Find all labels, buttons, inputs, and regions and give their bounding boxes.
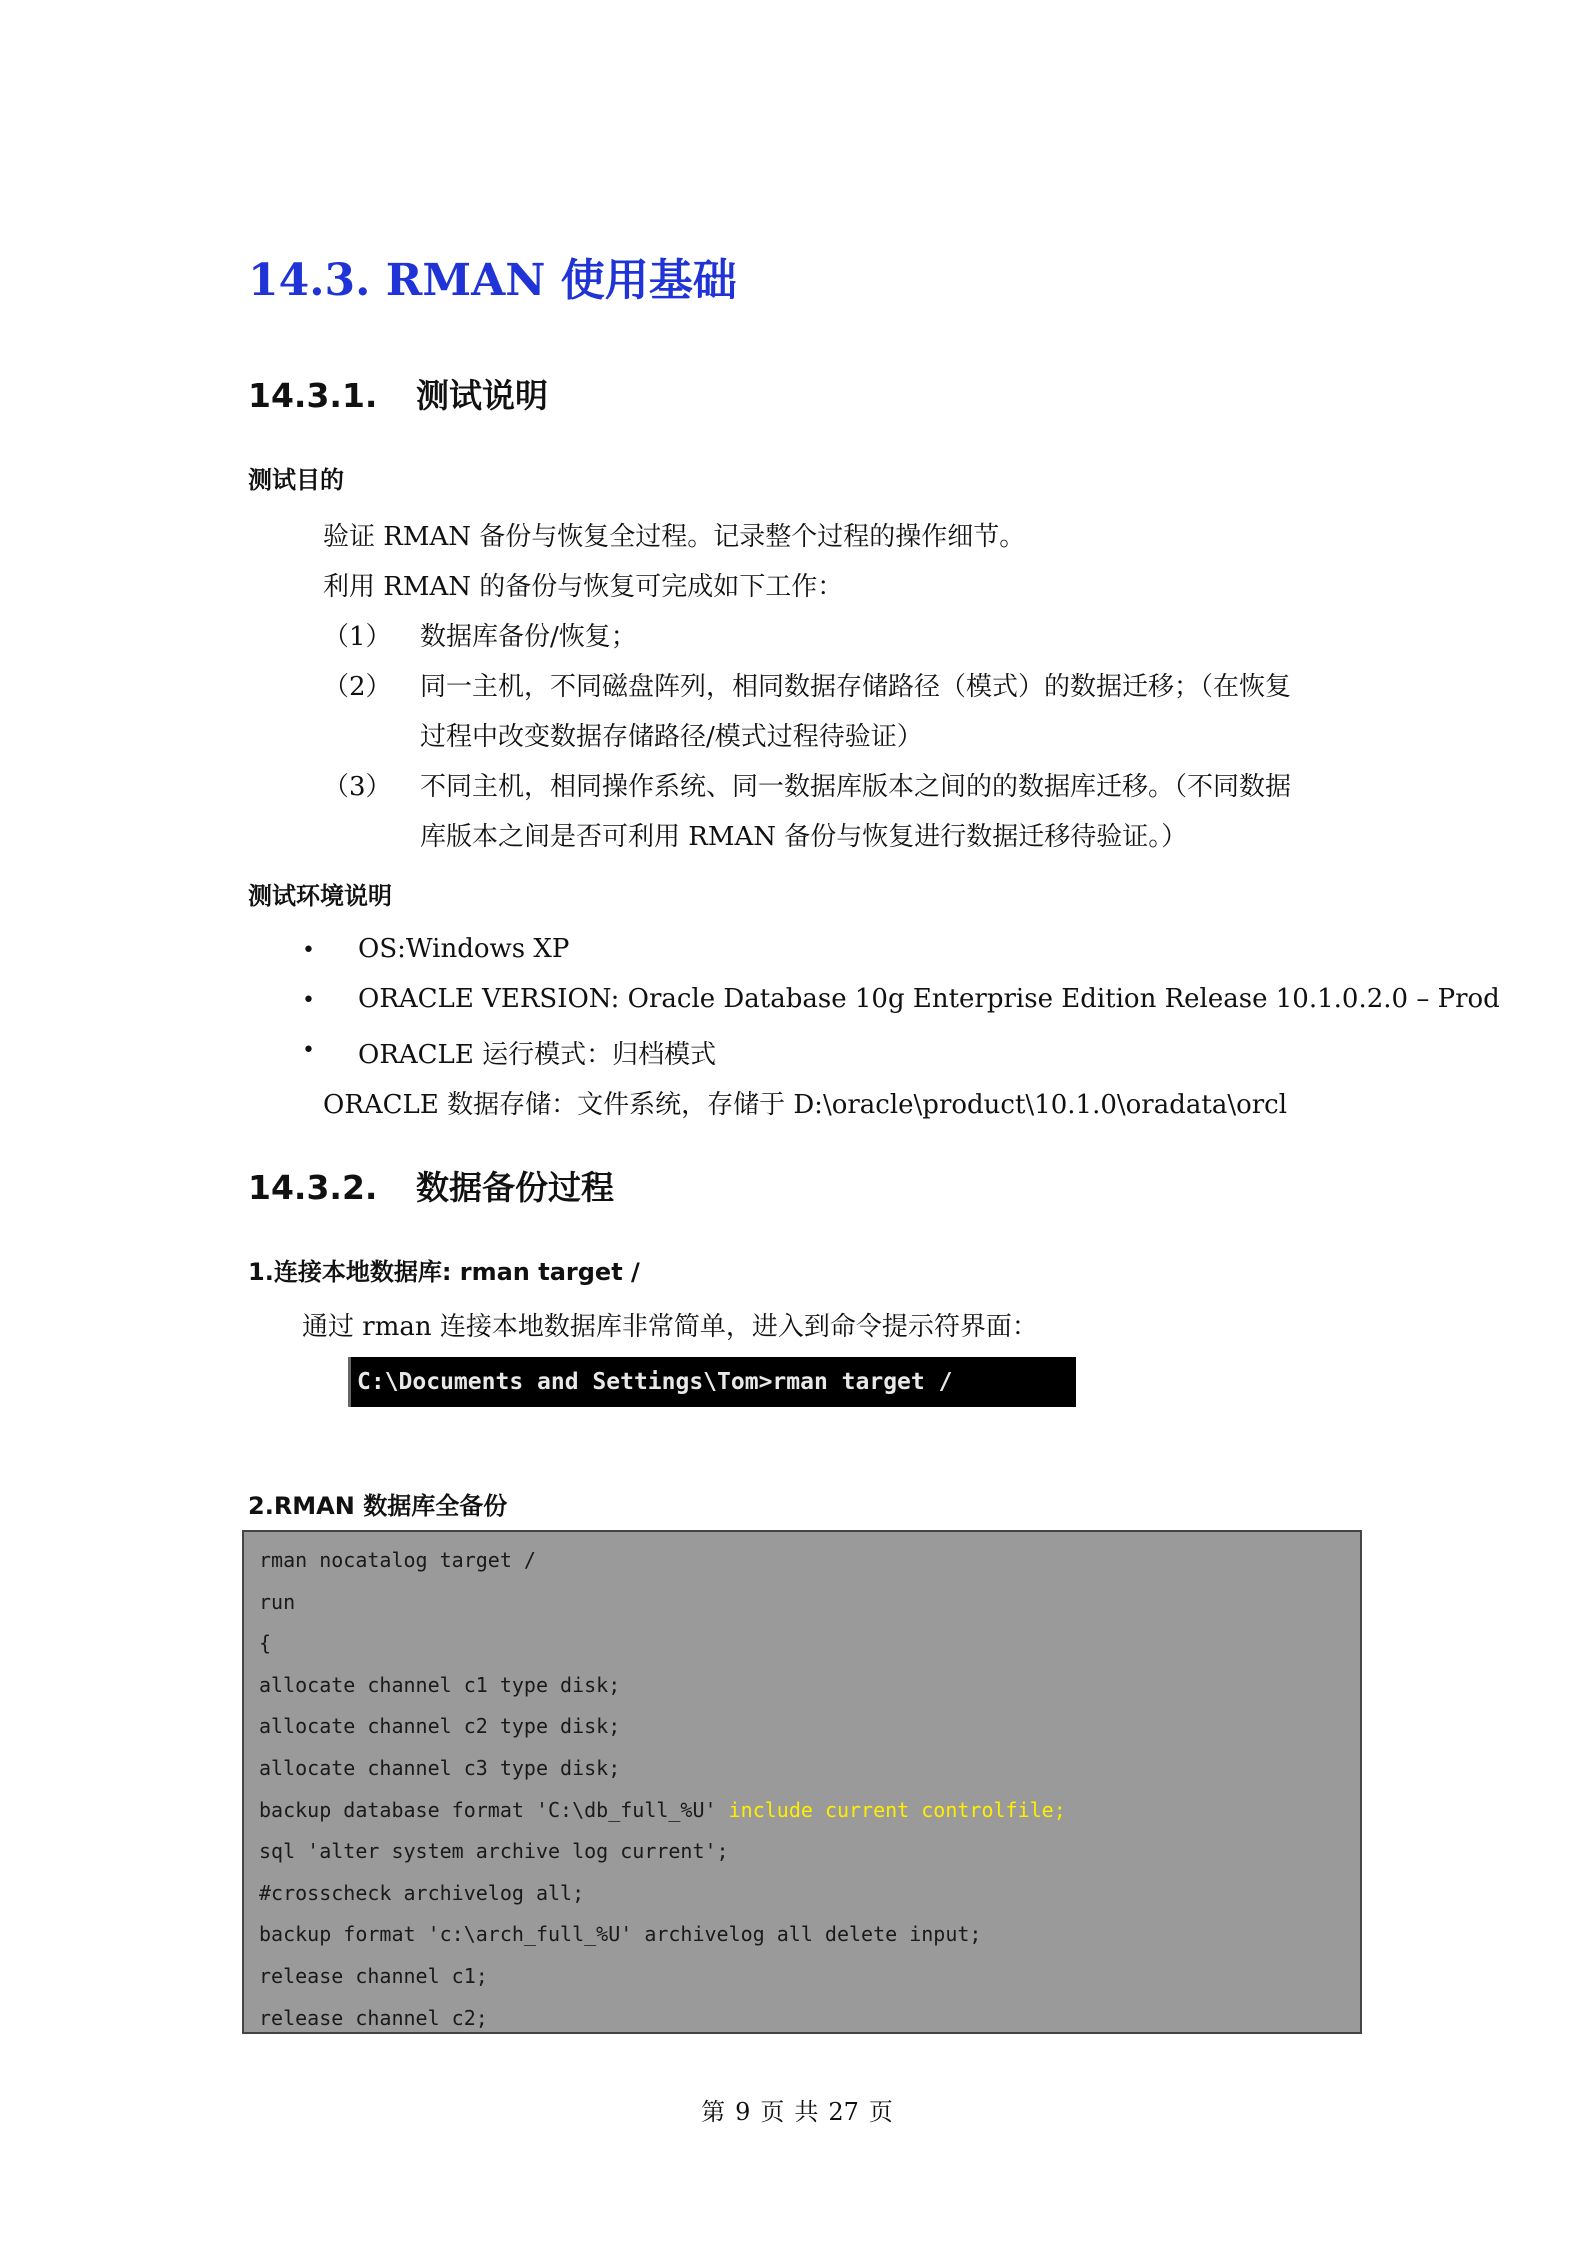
purpose-line: 利用 RMAN 的备份与恢复可完成如下工作： (323, 572, 844, 602)
section-title: 数据备份过程 (416, 1168, 614, 1207)
footer-page-word: 页 (760, 2098, 785, 2126)
bullet-item (302, 984, 1500, 1014)
section-title: 测试说明 (416, 376, 548, 415)
code-line: allocate channel c2 type disk; (259, 1714, 621, 1739)
list-item-label: （2） (323, 672, 392, 702)
total-pages: 27 (828, 2098, 859, 2126)
terminal-screenshot: C:\Documents and Settings\Tom>rman target / (348, 1357, 1076, 1407)
purpose-heading: 测试目的 (248, 466, 344, 494)
code-line: rman nocatalog target / (259, 1548, 536, 1572)
section-heading-backup-process (248, 1162, 614, 1209)
code-line: { (259, 1631, 272, 1656)
bullet-icon: • (302, 1038, 315, 1063)
bullet-item (302, 1034, 717, 1070)
page-title: 14.3. RMAN 使用基础 (248, 255, 737, 306)
section-number: 14.3.2. (248, 1168, 378, 1207)
list-item-text: 不同主机，相同操作系统、同一数据库版本之间的的数据库迁移。（不同数据 (420, 772, 1292, 802)
bullet-text: OS:Windows XP (358, 934, 570, 964)
code-line: sql 'alter system archive log current'; (259, 1839, 729, 1864)
list-item (323, 616, 637, 653)
code-line: release channel c1; (259, 1963, 488, 1988)
code-block (242, 1530, 1362, 2034)
bullet-icon: • (302, 938, 315, 963)
footer-total-word: 共 (794, 2098, 819, 2126)
list-item-continuation: 过程中改变数据存储路径/模式过程待验证） (420, 722, 923, 752)
list-item-text: 同一主机，不同磁盘阵列，相同数据存储路径（模式）的数据迁移；（在恢复 (420, 672, 1292, 702)
bullet-item (302, 934, 570, 964)
environment-heading: 测试环境说明 (248, 882, 392, 910)
footer-prefix: 第 (701, 2098, 726, 2126)
bullet-text: ORACLE 运行模式：归档模式 (358, 1040, 717, 1070)
page-footer (0, 2092, 1594, 2127)
list-item-label: （1） (323, 622, 392, 652)
step2-heading: 2.RMAN 数据库全备份 (248, 1492, 508, 1520)
code-text: backup database format 'C:\db_full_%U' (259, 1797, 729, 1822)
list-item-label: （3） (323, 772, 392, 802)
code-line: allocate channel c3 type disk; (259, 1755, 621, 1780)
code-line: backup format 'c:\arch_full_%U' archivelog all delete input; (259, 1922, 982, 1947)
list-item (323, 666, 1292, 703)
step1-description: 通过 rman 连接本地数据库非常简单，进入到命令提示符界面： (302, 1312, 1038, 1342)
list-item (323, 766, 1292, 803)
bullet-icon: • (302, 988, 315, 1013)
code-line-with-highlight (259, 1790, 1360, 1832)
section-number: 14.3.1. (248, 376, 378, 415)
storage-line: ORACLE 数据存储：文件系统，存储于 D:\oracle\product\10.1.0\oradata\orcl (323, 1090, 1288, 1120)
list-item-text: 数据库备份/恢复； (420, 622, 637, 652)
code-line: run (259, 1589, 296, 1614)
code-line: release channel c2; (259, 2005, 488, 2030)
list-item-continuation: 库版本之间是否可利用 RMAN 备份与恢复进行数据迁移待验证。） (420, 822, 1188, 852)
section-heading-test-description (248, 370, 548, 417)
code-line: allocate channel c1 type disk; (259, 1672, 621, 1697)
page-number: 9 (735, 2098, 751, 2126)
code-highlight: include current controlfile; (728, 1797, 1066, 1822)
footer-suffix: 页 (868, 2098, 893, 2126)
purpose-line: 验证 RMAN 备份与恢复全过程。记录整个过程的操作细节。 (323, 522, 1026, 552)
code-line: #crosscheck archivelog all; (259, 1880, 585, 1905)
step1-heading: 1.连接本地数据库: rman target / (248, 1258, 640, 1286)
bullet-text: ORACLE VERSION: Oracle Database 10g Enterprise Edition Release 10.1.0.2.0 – Prod (358, 984, 1500, 1014)
